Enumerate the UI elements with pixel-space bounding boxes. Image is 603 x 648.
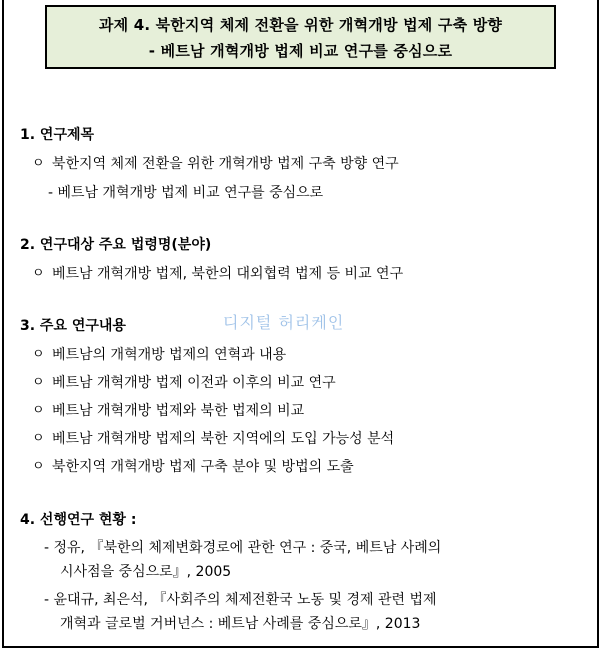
list-item-text: 베트남 개혁개방 법제의 북한 지역에의 도입 가능성 분석 — [52, 431, 395, 447]
list-item-text: 베트남의 개혁개방 법제의 연혁과 내용 — [52, 347, 287, 363]
list-item-text: 베트남 개혁개방 법제, 북한의 대외협력 법제 등 비교 연구 — [52, 266, 404, 282]
list-item — [20, 155, 399, 173]
list-item — [20, 346, 394, 364]
section-heading: 1. 연구제목 — [20, 127, 95, 143]
list-item — [20, 374, 394, 392]
section-heading: 3. 주요 연구내용 — [20, 318, 126, 334]
bullet-icon: ㅇ — [32, 156, 45, 171]
list-item-text: 베트남 개혁개방 법제 이전과 이후의 비교 연구 — [52, 375, 336, 391]
section-research-title — [20, 126, 399, 202]
reference-line: 개혁과 글로벌 거버넌스 : 베트남 사례를 중심으로』, 2013 — [60, 616, 421, 632]
reference-line: 시사점을 중심으로』, 2005 — [60, 564, 232, 580]
bullet-icon: ㅇ — [32, 347, 45, 362]
reference-line: - 정유, 『북한의 체제변화경로에 관한 연구 : 중국, 베트남 사례의 — [44, 540, 442, 556]
bullet-icon: ㅇ — [32, 459, 45, 474]
section-heading: 4. 선행연구 현황 : — [20, 512, 137, 528]
title-line-1: 과제 4. 북한지역 체제 전환을 위한 개혁개방 법제 구축 방향 — [98, 16, 503, 34]
section-main-content — [20, 317, 394, 476]
reference-line: - 윤대규, 최은석, 『사회주의 체제전환국 노동 및 경제 관련 법제 — [44, 592, 437, 608]
list-item — [20, 402, 394, 420]
bullet-icon: ㅇ — [32, 403, 45, 418]
section-heading: 2. 연구대상 주요 법령명(분야) — [20, 237, 212, 253]
bullet-icon: ㅇ — [32, 375, 45, 390]
list-item-text: 북한지역 체제 전환을 위한 개혁개방 법제 구축 방향 연구 — [52, 156, 399, 172]
title-box — [45, 5, 556, 69]
list-item — [20, 430, 394, 448]
bullet-icon: ㅇ — [32, 431, 45, 446]
watermark: 디지털 허리케인 — [223, 313, 345, 332]
section-target-laws — [20, 236, 403, 283]
title-line-2: - 베트남 개혁개방 법제 비교 연구를 중심으로 — [148, 42, 453, 60]
list-item-text: 북한지역 개혁개방 법제 구축 분야 및 방법의 도출 — [52, 459, 354, 475]
section-prior-research — [20, 511, 441, 633]
list-item-text: 베트남 개혁개방 법제와 북한 법제의 비교 — [52, 403, 305, 419]
list-item — [20, 265, 403, 283]
list-item — [20, 458, 394, 476]
bullet-icon: ㅇ — [32, 266, 45, 281]
sub-item: - 베트남 개혁개방 법제 비교 연구를 중심으로 — [48, 185, 324, 201]
